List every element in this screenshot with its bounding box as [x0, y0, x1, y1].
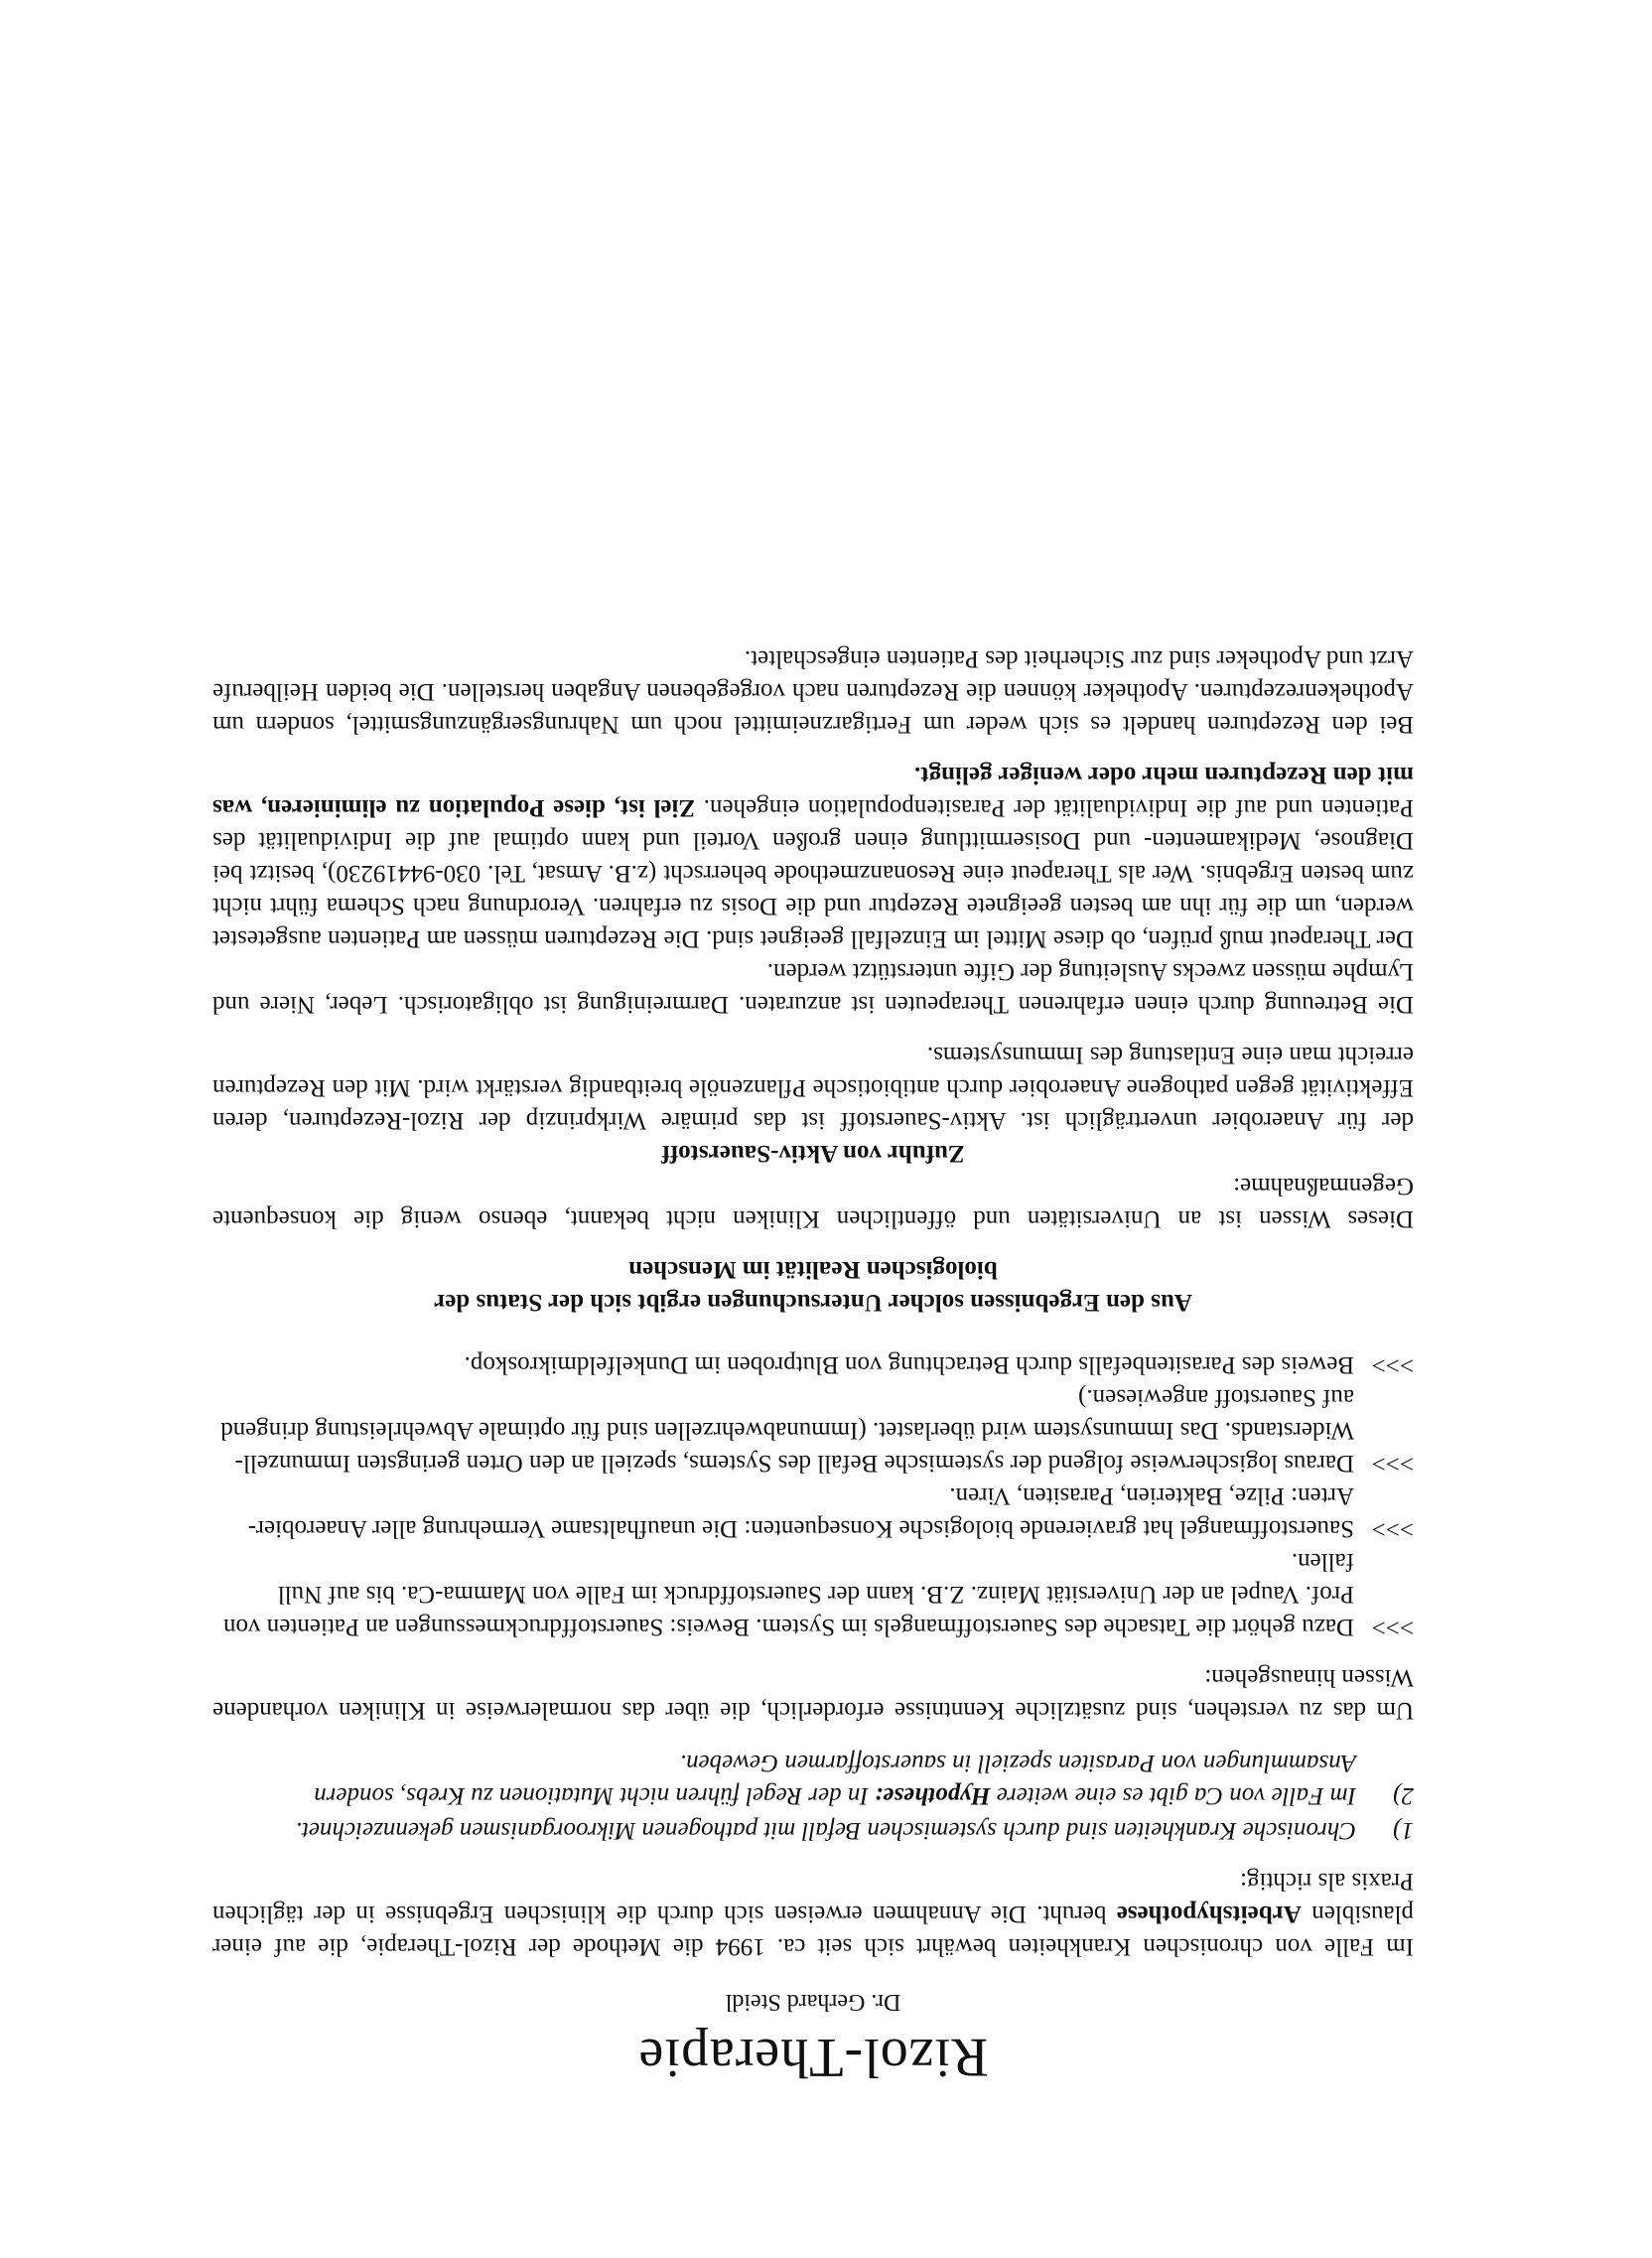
understanding-paragraph: Um das zu verstehen, sind zusätzliche Kenntnisse erforderlich, die über das normalerweise in Kliniken vorhandene Wissen hinausgehen: — [212, 1664, 1414, 1724]
fact-item: >>> Sauerstoffmangel hat gravierende biologische Konsequenten: Die unaufhaltsame Vermehrung aller Anaerobier-Arten: Pilze, Bakterien, Parasiten, Viren. — [247, 1482, 1414, 1542]
document-body — [212, 642, 1414, 2089]
hypothesis-item: 2) Im Falle von Ca gibt es eine weitere Hypothese: In der Regel führen nicht Mutationen zu Krebs, sondern Ansammlungen von Parasiten speziell in sauerstoffarmen Geweben. — [314, 1750, 1414, 1809]
section-heading: Zufuhr von Aktiv-Sauerstoff — [661, 1140, 965, 1167]
fact-item: >>> Beweis des Parasitenbefalls durch Betrachtung von Blutproben im Dunkelfeldmikroskop. — [464, 1351, 1414, 1378]
author: Dr. Gerhard Steidl — [725, 1989, 901, 2015]
document-title: Rizol-Therapie — [637, 2027, 989, 2088]
fact-item: >>> Daraus logischerweise folgend der systemische Befall des Systems, speziell an den Orten geringsten Immunzell-Widerstands. Das Immunsystem wird überlastet. (Immunabwehrzellen sind für optimale Abwehrleistung dringend auf Sauerstoff angewiesen.) — [220, 1384, 1414, 1477]
goal-bold: Ziel ist, diese Population zu eliminieren, was mit den Rezepturen mehr oder weniger gelingt. — [212, 762, 1414, 821]
intro-bold: Arbeitshypothese — [1116, 1901, 1302, 1927]
closing-paragraph: Bei den Rezepturen handelt es sich weder um Fertigarzneimittel noch um Nahrungsergänzungsmittel, sondern um Apothekenrezepturen. Apotheker können die Rezepturen nach vorgegebenen Angaben herstellen. Die beiden Heilberufe Arzt und Apotheker sind zur Sicherheit des Patienten eingeschaltet. — [212, 645, 1414, 738]
therapist-paragraph: Der Therapeut muß prüfen, ob diese Mittel im Einzelfall geeignet sind. Die Rezepturen müssen am Patienten ausgetestet werden, um die für ihn am besten geeignete Rezeptur und die Dosis zu erfahren. Verordnung nach Schema führt nicht zum besten Ergebnis. Wer als Therapeut eine Resonanzmethode beherrscht (z.B. Amsat, Tel. 030-94419230), besitzt bei Diagnose, Medikamenten- und Dosisermittlung einen großen Vorteil und kann optimal auf die Individualität des Patienten und auf die Individualität der Parasitenpopulation eingehen. Ziel ist, diese Population zu eliminieren, was mit den Rezepturen mehr oder weniger gelingt. — [212, 762, 1414, 952]
section-heading: Aus den Ergebnissen solcher Untersuchungen ergibt sich der Status der biologischen Realität im Menschen — [434, 1256, 1192, 1316]
care-paragraph: Die Betreuung durch einen erfahrenen Therapeuten ist anzuraten. Darmreinigung ist obligatorisch. Leber, Niere und Lymphe müssen zwecks Ausleitung der Gifte unterstützt werden. — [212, 958, 1414, 1018]
oxygen-paragraph: der für Anaerobier unverträglich ist. Aktiv-Sauerstoff ist das primäre Wirkprinzip der Rizol-Rezepturen, deren Effektivität gegen pathogene Anaerobier durch antibiotische Pflanzenöle breitbandig verstärkt wird. Mit den Rezepturen erreicht man eine Entlastung des Immunsystems. — [212, 1042, 1414, 1134]
intro-paragraph: Im Falle von chronischen Krankheiten bewährt sich seit ca. 1994 die Methode der Rizol-Therapie, die auf einer plausiblen Arbeitshypothese beruht. Die Annahmen erweisen sich durch die klinischen Ergebnisse in der täglichen Praxis als richtig: — [212, 1868, 1414, 1960]
knowledge-paragraph: Dieses Wissen ist an Universitäten und öffentlichen Kliniken nicht bekannt, ebenso wenig die konsequente Gegenmaßnahme: — [212, 1173, 1414, 1232]
hypothesis-item: 1) Chronische Krankheiten sind durch systemischen Befall mit pathogenen Mikroorganismen gekennzeichnet. — [295, 1817, 1414, 1844]
fact-item: >>> Dazu gehört die Tatsache des Sauerstoffmangels im System. Beweis: Sauerstoffdruckmessungen an Patienten von Prof. Vaupel an der Universität Mainz. Z.B. kann der Sauerstoffdruck im Falle von Mamma-Ca. bis auf Null fallen. — [223, 1548, 1414, 1640]
